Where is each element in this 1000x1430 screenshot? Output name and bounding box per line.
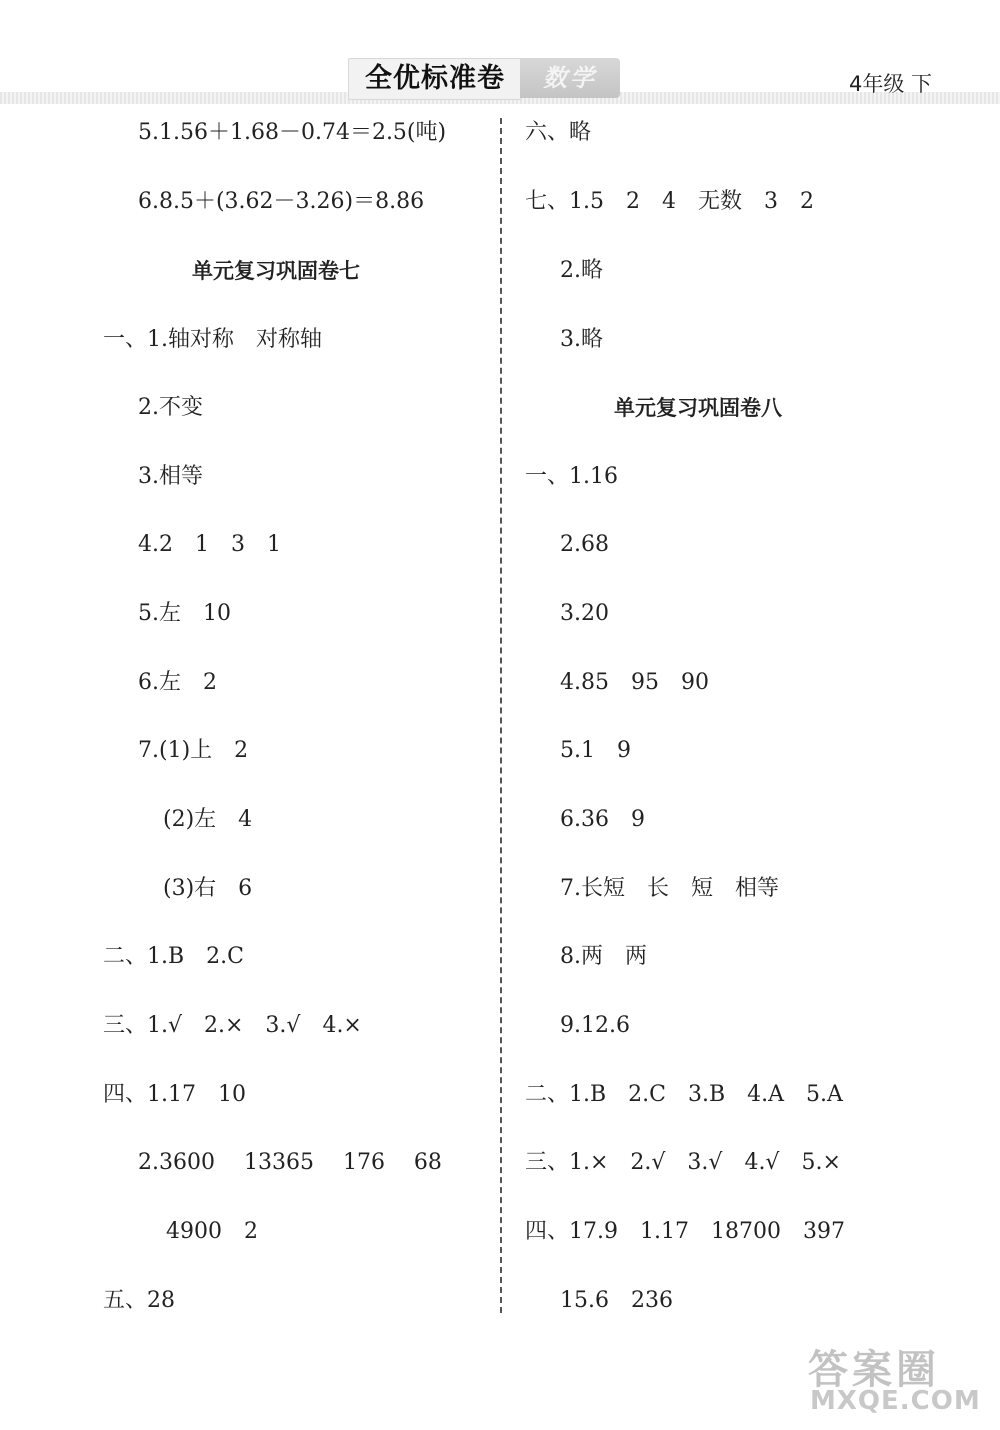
answer-line: 七、1.5 2 4 无数 3 2 (525, 189, 814, 214)
page-header (0, 0, 1000, 112)
answer-line: 5.1.56＋1.68－0.74＝2.5(吨) (138, 120, 447, 145)
answer-line: 3.相等 (138, 464, 203, 489)
answer-line: 五、28 (103, 1288, 175, 1313)
answer-line: 一、1.16 (525, 464, 618, 489)
answer-line: 一、1.轴对称 对称轴 (103, 327, 322, 352)
subject-tag: 数学 (520, 58, 620, 98)
answer-line: 2.不变 (138, 395, 203, 420)
answer-line: 六、略 (525, 120, 592, 145)
answer-line: 2.68 (560, 532, 609, 557)
answer-line: 7.长短 长 短 相等 (560, 876, 779, 901)
answer-line: 15.6 236 (560, 1288, 673, 1313)
answer-line: 4.85 95 90 (560, 670, 709, 695)
answer-line: 9.12.6 (560, 1013, 630, 1038)
answer-line: 6.8.5＋(3.62－3.26)＝8.86 (138, 189, 425, 214)
column-divider (500, 118, 502, 1313)
answer-line: 4900 2 (166, 1219, 258, 1244)
answer-line: (2)左 4 (163, 807, 253, 832)
watermark-logo: 答案圈 (808, 1347, 940, 1393)
answer-line: 三、1.× 2.√ 3.√ 4.√ 5.× (525, 1150, 841, 1175)
answer-line: 7.(1)上 2 (138, 738, 249, 763)
grade-label: 4年级 下 (848, 72, 932, 96)
section-heading: 单元复习巩固卷七 (192, 259, 360, 283)
answer-line: 四、1.17 10 (103, 1082, 246, 1107)
section-heading: 单元复习巩固卷八 (614, 396, 782, 420)
answer-line: 8.两 两 (560, 944, 647, 969)
answer-line: 四、17.9 1.17 18700 397 (525, 1219, 845, 1244)
answer-line: (3)右 6 (163, 876, 253, 901)
answer-line: 3.20 (560, 601, 609, 626)
answer-line: 3.略 (560, 327, 603, 352)
answer-line: 三、1.√ 2.× 3.√ 4.× (103, 1013, 362, 1038)
answer-line: 二、1.B 2.C (103, 944, 244, 969)
answer-line: 2.3600 13365 176 68 (138, 1150, 442, 1175)
answer-line: 4.2 1 3 1 (138, 532, 281, 557)
series-title: 全优标准卷 (348, 58, 522, 100)
watermark-url: MXQE.COM (810, 1386, 981, 1416)
answer-line: 二、1.B 2.C 3.B 4.A 5.A (525, 1082, 843, 1107)
answer-line: 5.1 9 (560, 738, 631, 763)
watermark (808, 1338, 998, 1422)
answer-line: 6.左 2 (138, 670, 217, 695)
answer-line: 6.36 9 (560, 807, 645, 832)
answer-line: 5.左 10 (138, 601, 231, 626)
answer-line: 2.略 (560, 258, 603, 283)
